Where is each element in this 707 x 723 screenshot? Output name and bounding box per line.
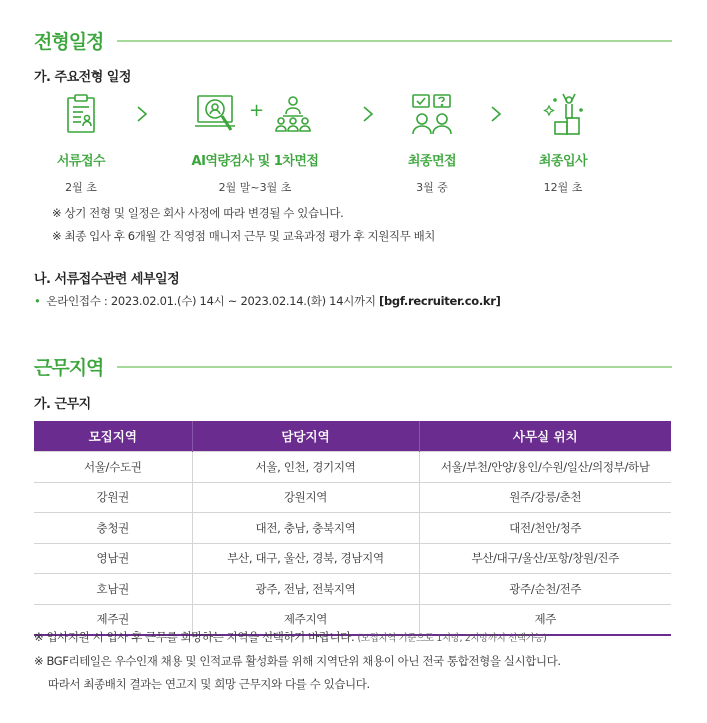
title-divider xyxy=(117,366,672,368)
region-footnote-1 xyxy=(34,629,547,645)
cell-charge-region: 부산, 대구, 울산, 경북, 경남지역 xyxy=(192,543,419,574)
table-row xyxy=(34,482,671,513)
step-period: 2월 말~3월 초 xyxy=(218,181,292,194)
region-title-text: 근무지역 xyxy=(34,357,104,379)
region-subtitle: 가. 근무지 xyxy=(34,397,91,412)
region-table xyxy=(34,421,671,636)
schedule-title-text: 전형일정 xyxy=(34,31,104,53)
step-name: 서류접수 xyxy=(56,154,106,169)
cell-recruit-region: 충청권 xyxy=(34,513,192,544)
cell-office-location: 광주/순천/전주 xyxy=(419,574,671,605)
title-divider xyxy=(117,40,672,42)
table-row xyxy=(34,543,671,574)
step-name: AI역량검사 및 1차면접 xyxy=(191,154,319,169)
step-final-interview xyxy=(357,92,507,195)
document-detail-subtitle: 나. 서류접수관련 세부일정 xyxy=(34,272,180,287)
cell-charge-region: 제주지역 xyxy=(192,604,419,635)
cell-charge-region: 대전, 충남, 충북지역 xyxy=(192,513,419,544)
footnote-main: ※ 입사지원 시 입사 후 근무를 희망하는 지역을 선택하기 바랍니다. xyxy=(34,630,355,644)
cell-recruit-region: 영남권 xyxy=(34,543,192,574)
cell-recruit-region: 호남권 xyxy=(34,574,192,605)
cell-office-location: 원주/강릉/춘천 xyxy=(419,482,671,513)
interview-icon xyxy=(410,92,454,136)
cell-office-location: 대전/천안/청주 xyxy=(419,513,671,544)
schedule-note-2: ※ 최종 입사 후 6개월 간 직영점 매니저 근무 및 교육과정 평가 후 지원직무 배치 xyxy=(52,229,435,243)
step-period: 3월 중 xyxy=(416,181,448,194)
schedule-steps xyxy=(0,92,707,192)
recruit-site-link[interactable]: [bgf.recruiter.co.kr] xyxy=(379,294,501,308)
step-name: 최종면접 xyxy=(407,154,457,169)
cell-office-location: 서울/부천/안양/용인/수원/일산/의정부/하남 xyxy=(419,452,671,483)
header-charge-region: 담당지역 xyxy=(192,421,419,452)
online-application-line xyxy=(34,293,501,309)
document-icon xyxy=(59,92,103,136)
bullet-dot: • xyxy=(34,294,41,308)
cell-recruit-region: 서울/수도권 xyxy=(34,452,192,483)
schedule-note-1: ※ 상기 전형 및 일정은 회사 사정에 따라 변경될 수 있습니다. xyxy=(52,206,344,220)
cell-recruit-region: 강원권 xyxy=(34,482,192,513)
table-row xyxy=(34,513,671,544)
ai-test-icon xyxy=(194,92,240,136)
cell-charge-region: 광주, 전남, 전북지역 xyxy=(192,574,419,605)
step-ai-test xyxy=(180,92,330,195)
cell-charge-region: 서울, 인천, 경기지역 xyxy=(192,452,419,483)
step-document xyxy=(6,92,156,195)
step-name: 최종입사 xyxy=(538,154,588,169)
plus-sign: + xyxy=(249,100,265,121)
step-period: 2월 초 xyxy=(65,181,97,194)
header-office-location: 사무실 위치 xyxy=(419,421,671,452)
region-footnote-2: ※ BGF리테일은 우수인재 채용 및 인적교류 활성화를 위해 지역단위 채용이 아닌 전국 통합전형을 실시합니다. xyxy=(34,654,561,668)
cell-office-location: 부산/대구/울산/포항/창원/진주 xyxy=(419,543,671,574)
step-final-hire xyxy=(488,92,638,195)
footnote-small: (모집지역 기준으로 1지망, 2지망까지 선택가능) xyxy=(357,633,547,644)
chevron-right-icon xyxy=(135,104,149,124)
header-recruit-region: 모집지역 xyxy=(34,421,192,452)
step-period: 12월 초 xyxy=(543,181,583,194)
region-footnote-3: 따라서 최종배치 결과는 연고지 및 희망 근무지와 다를 수 있습니다. xyxy=(48,677,370,691)
table-header-row xyxy=(34,421,671,452)
region-section-title xyxy=(34,353,672,380)
celebrate-icon xyxy=(541,92,585,136)
cell-office-location: 제주 xyxy=(419,604,671,635)
schedule-subtitle: 가. 주요전형 일정 xyxy=(34,70,131,85)
online-application-text: 온라인접수 : 2023.02.01.(수) 14시 ~ 2023.02.14.(화) 14시까지 xyxy=(46,294,376,308)
table-row xyxy=(34,574,671,605)
schedule-section-title xyxy=(34,27,672,54)
table-row xyxy=(34,452,671,483)
cell-recruit-region: 제주권 xyxy=(34,604,192,635)
cell-charge-region: 강원지역 xyxy=(192,482,419,513)
group-people-icon xyxy=(272,94,314,134)
